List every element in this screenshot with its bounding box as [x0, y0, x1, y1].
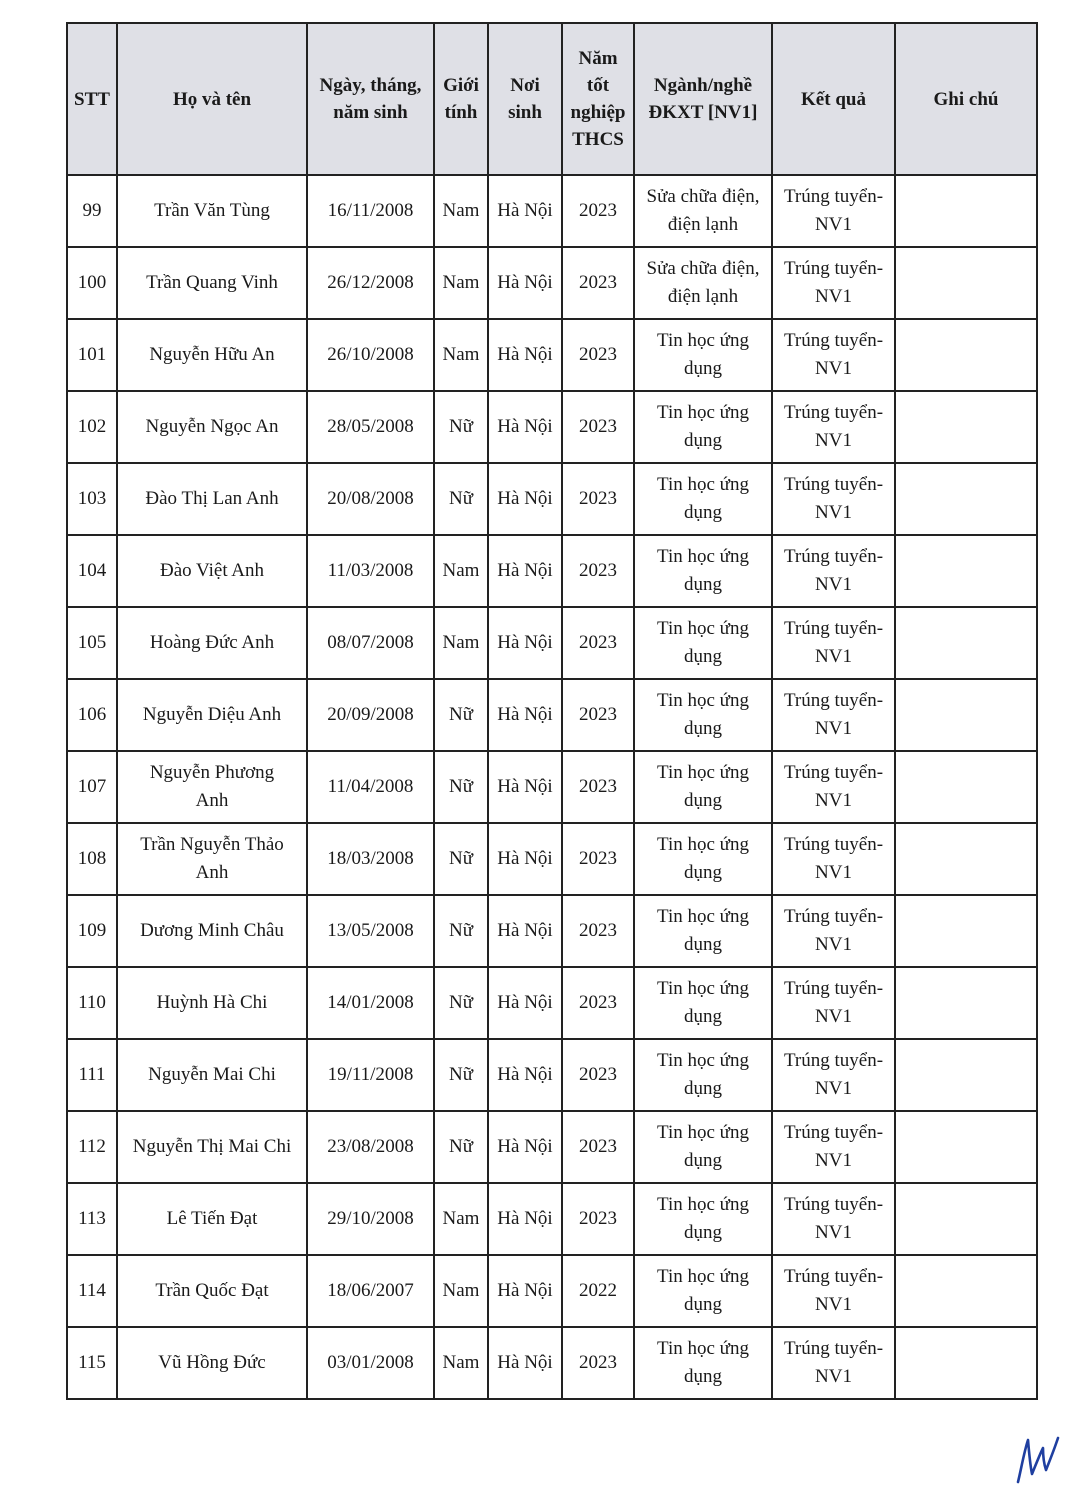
- cell-graduation-year: 2023: [562, 607, 634, 679]
- cell-gender: Nữ: [434, 751, 488, 823]
- cell-gender: Nữ: [434, 1111, 488, 1183]
- table-row: [67, 607, 1037, 679]
- cell-name: Vũ Hồng Đức: [117, 1327, 307, 1399]
- header-dob: Ngày, tháng, năm sinh: [307, 23, 434, 175]
- cell-graduation-year: 2023: [562, 1327, 634, 1399]
- cell-graduation-year: 2023: [562, 895, 634, 967]
- cell-note: [895, 895, 1037, 967]
- cell-birthplace: Hà Nội: [488, 1111, 562, 1183]
- cell-birthplace: Hà Nội: [488, 535, 562, 607]
- cell-gender: Nam: [434, 1327, 488, 1399]
- cell-note: [895, 967, 1037, 1039]
- cell-dob: 16/11/2008: [307, 175, 434, 247]
- cell-birthplace: Hà Nội: [488, 175, 562, 247]
- cell-birthplace: Hà Nội: [488, 607, 562, 679]
- cell-graduation-year: 2023: [562, 535, 634, 607]
- cell-graduation-year: 2023: [562, 1111, 634, 1183]
- cell-name: Trần Nguyễn Thảo Anh: [117, 823, 307, 895]
- cell-result: Trúng tuyển- NV1: [772, 319, 895, 391]
- cell-graduation-year: 2023: [562, 247, 634, 319]
- cell-note: [895, 1039, 1037, 1111]
- table-row: [67, 1255, 1037, 1327]
- cell-graduation-year: 2023: [562, 1039, 634, 1111]
- cell-note: [895, 1327, 1037, 1399]
- cell-name: Nguyễn Mai Chi: [117, 1039, 307, 1111]
- cell-stt: 103: [67, 463, 117, 535]
- cell-birthplace: Hà Nội: [488, 1255, 562, 1327]
- table-row: [67, 967, 1037, 1039]
- table-row: [67, 175, 1037, 247]
- cell-name: Nguyễn Ngọc An: [117, 391, 307, 463]
- cell-graduation-year: 2023: [562, 391, 634, 463]
- cell-result: Trúng tuyển- NV1: [772, 535, 895, 607]
- cell-graduation-year: 2023: [562, 175, 634, 247]
- cell-birthplace: Hà Nội: [488, 463, 562, 535]
- cell-gender: Nữ: [434, 1039, 488, 1111]
- cell-result: Trúng tuyển- NV1: [772, 1183, 895, 1255]
- table-row: [67, 1039, 1037, 1111]
- table-row: [67, 319, 1037, 391]
- cell-dob: 28/05/2008: [307, 391, 434, 463]
- cell-graduation-year: 2023: [562, 1183, 634, 1255]
- cell-note: [895, 1255, 1037, 1327]
- cell-result: Trúng tuyển- NV1: [772, 823, 895, 895]
- cell-stt: 104: [67, 535, 117, 607]
- cell-graduation-year: 2023: [562, 823, 634, 895]
- cell-gender: Nam: [434, 1183, 488, 1255]
- cell-dob: 18/03/2008: [307, 823, 434, 895]
- table-row: [67, 1327, 1037, 1399]
- cell-graduation-year: 2022: [562, 1255, 634, 1327]
- cell-stt: 107: [67, 751, 117, 823]
- cell-note: [895, 175, 1037, 247]
- cell-name: Trần Quốc Đạt: [117, 1255, 307, 1327]
- cell-birthplace: Hà Nội: [488, 391, 562, 463]
- cell-note: [895, 247, 1037, 319]
- admission-results-table: [66, 22, 1038, 1400]
- cell-result: Trúng tuyển- NV1: [772, 1039, 895, 1111]
- cell-graduation-year: 2023: [562, 463, 634, 535]
- cell-dob: 29/10/2008: [307, 1183, 434, 1255]
- header-birthplace: Nơi sinh: [488, 23, 562, 175]
- cell-name: Dương Minh Châu: [117, 895, 307, 967]
- cell-dob: 23/08/2008: [307, 1111, 434, 1183]
- cell-note: [895, 1183, 1037, 1255]
- cell-stt: 112: [67, 1111, 117, 1183]
- cell-major: Sửa chữa điện, điện lạnh: [634, 247, 772, 319]
- admission-list-sheet: [66, 22, 1036, 1400]
- header-result: Kết quả: [772, 23, 895, 175]
- cell-major: Tin học ứng dụng: [634, 535, 772, 607]
- cell-birthplace: Hà Nội: [488, 895, 562, 967]
- cell-name: Nguyễn Thị Mai Chi: [117, 1111, 307, 1183]
- cell-birthplace: Hà Nội: [488, 1183, 562, 1255]
- cell-stt: 106: [67, 679, 117, 751]
- cell-major: Tin học ứng dụng: [634, 1183, 772, 1255]
- cell-graduation-year: 2023: [562, 751, 634, 823]
- cell-major: Tin học ứng dụng: [634, 607, 772, 679]
- cell-birthplace: Hà Nội: [488, 1039, 562, 1111]
- cell-dob: 20/08/2008: [307, 463, 434, 535]
- cell-note: [895, 607, 1037, 679]
- cell-dob: 13/05/2008: [307, 895, 434, 967]
- cell-gender: Nữ: [434, 823, 488, 895]
- cell-stt: 114: [67, 1255, 117, 1327]
- header-gender: Giới tính: [434, 23, 488, 175]
- cell-result: Trúng tuyển- NV1: [772, 247, 895, 319]
- cell-note: [895, 391, 1037, 463]
- cell-result: Trúng tuyển- NV1: [772, 967, 895, 1039]
- cell-gender: Nữ: [434, 463, 488, 535]
- cell-note: [895, 1111, 1037, 1183]
- cell-stt: 105: [67, 607, 117, 679]
- table-row: [67, 463, 1037, 535]
- cell-name: Trần Quang Vinh: [117, 247, 307, 319]
- cell-dob: 20/09/2008: [307, 679, 434, 751]
- cell-note: [895, 463, 1037, 535]
- cell-name: Huỳnh Hà Chi: [117, 967, 307, 1039]
- cell-name: Nguyễn Diệu Anh: [117, 679, 307, 751]
- cell-note: [895, 535, 1037, 607]
- table-row: [67, 391, 1037, 463]
- cell-result: Trúng tuyển- NV1: [772, 1255, 895, 1327]
- cell-major: Sửa chữa điện, điện lạnh: [634, 175, 772, 247]
- cell-gender: Nam: [434, 175, 488, 247]
- table-row: [67, 679, 1037, 751]
- cell-birthplace: Hà Nội: [488, 823, 562, 895]
- cell-birthplace: Hà Nội: [488, 319, 562, 391]
- cell-stt: 111: [67, 1039, 117, 1111]
- table-row: [67, 535, 1037, 607]
- cell-name: Đào Việt Anh: [117, 535, 307, 607]
- cell-name: Nguyễn Hữu An: [117, 319, 307, 391]
- table-row: [67, 247, 1037, 319]
- cell-dob: 11/04/2008: [307, 751, 434, 823]
- cell-result: Trúng tuyển- NV1: [772, 895, 895, 967]
- cell-stt: 100: [67, 247, 117, 319]
- cell-major: Tin học ứng dụng: [634, 319, 772, 391]
- table-row: [67, 1183, 1037, 1255]
- cell-major: Tin học ứng dụng: [634, 1039, 772, 1111]
- cell-result: Trúng tuyển- NV1: [772, 751, 895, 823]
- cell-major: Tin học ứng dụng: [634, 967, 772, 1039]
- cell-gender: Nam: [434, 535, 488, 607]
- cell-major: Tin học ứng dụng: [634, 751, 772, 823]
- cell-note: [895, 751, 1037, 823]
- cell-gender: Nam: [434, 319, 488, 391]
- cell-major: Tin học ứng dụng: [634, 895, 772, 967]
- cell-major: Tin học ứng dụng: [634, 823, 772, 895]
- cell-name: Nguyễn Phương Anh: [117, 751, 307, 823]
- cell-graduation-year: 2023: [562, 967, 634, 1039]
- cell-note: [895, 679, 1037, 751]
- table-row: [67, 1111, 1037, 1183]
- cell-result: Trúng tuyển- NV1: [772, 391, 895, 463]
- cell-dob: 18/06/2007: [307, 1255, 434, 1327]
- cell-major: Tin học ứng dụng: [634, 391, 772, 463]
- cell-name: Lê Tiến Đạt: [117, 1183, 307, 1255]
- header-major: Ngành/nghề ĐKXT [NV1]: [634, 23, 772, 175]
- cell-dob: 03/01/2008: [307, 1327, 434, 1399]
- cell-birthplace: Hà Nội: [488, 247, 562, 319]
- cell-note: [895, 319, 1037, 391]
- cell-name: Hoàng Đức Anh: [117, 607, 307, 679]
- cell-result: Trúng tuyển- NV1: [772, 679, 895, 751]
- cell-major: Tin học ứng dụng: [634, 463, 772, 535]
- table-row: [67, 751, 1037, 823]
- cell-note: [895, 823, 1037, 895]
- cell-gender: Nữ: [434, 895, 488, 967]
- table-header-row: [67, 23, 1037, 175]
- cell-gender: Nam: [434, 1255, 488, 1327]
- cell-gender: Nam: [434, 607, 488, 679]
- header-note: Ghi chú: [895, 23, 1037, 175]
- cell-birthplace: Hà Nội: [488, 751, 562, 823]
- cell-dob: 11/03/2008: [307, 535, 434, 607]
- cell-stt: 110: [67, 967, 117, 1039]
- cell-result: Trúng tuyển- NV1: [772, 1327, 895, 1399]
- cell-major: Tin học ứng dụng: [634, 1327, 772, 1399]
- cell-gender: Nữ: [434, 967, 488, 1039]
- cell-name: Đào Thị Lan Anh: [117, 463, 307, 535]
- cell-birthplace: Hà Nội: [488, 1327, 562, 1399]
- table-row: [67, 895, 1037, 967]
- cell-result: Trúng tuyển- NV1: [772, 1111, 895, 1183]
- cell-stt: 115: [67, 1327, 117, 1399]
- cell-dob: 26/10/2008: [307, 319, 434, 391]
- cell-result: Trúng tuyển- NV1: [772, 175, 895, 247]
- cell-stt: 99: [67, 175, 117, 247]
- cell-birthplace: Hà Nội: [488, 967, 562, 1039]
- signature-mark: [1012, 1430, 1062, 1490]
- table-body: [67, 175, 1037, 1399]
- cell-dob: 19/11/2008: [307, 1039, 434, 1111]
- header-graduation-year: Năm tốt nghiệp THCS: [562, 23, 634, 175]
- header-stt: STT: [67, 23, 117, 175]
- cell-gender: Nam: [434, 247, 488, 319]
- cell-stt: 113: [67, 1183, 117, 1255]
- cell-result: Trúng tuyển- NV1: [772, 607, 895, 679]
- table-row: [67, 823, 1037, 895]
- cell-major: Tin học ứng dụng: [634, 679, 772, 751]
- cell-stt: 108: [67, 823, 117, 895]
- cell-stt: 101: [67, 319, 117, 391]
- cell-result: Trúng tuyển- NV1: [772, 463, 895, 535]
- cell-graduation-year: 2023: [562, 319, 634, 391]
- cell-major: Tin học ứng dụng: [634, 1255, 772, 1327]
- cell-name: Trần Văn Tùng: [117, 175, 307, 247]
- cell-stt: 109: [67, 895, 117, 967]
- header-name: Họ và tên: [117, 23, 307, 175]
- cell-dob: 08/07/2008: [307, 607, 434, 679]
- cell-gender: Nữ: [434, 679, 488, 751]
- cell-stt: 102: [67, 391, 117, 463]
- cell-dob: 14/01/2008: [307, 967, 434, 1039]
- cell-dob: 26/12/2008: [307, 247, 434, 319]
- cell-gender: Nữ: [434, 391, 488, 463]
- cell-graduation-year: 2023: [562, 679, 634, 751]
- cell-birthplace: Hà Nội: [488, 679, 562, 751]
- cell-major: Tin học ứng dụng: [634, 1111, 772, 1183]
